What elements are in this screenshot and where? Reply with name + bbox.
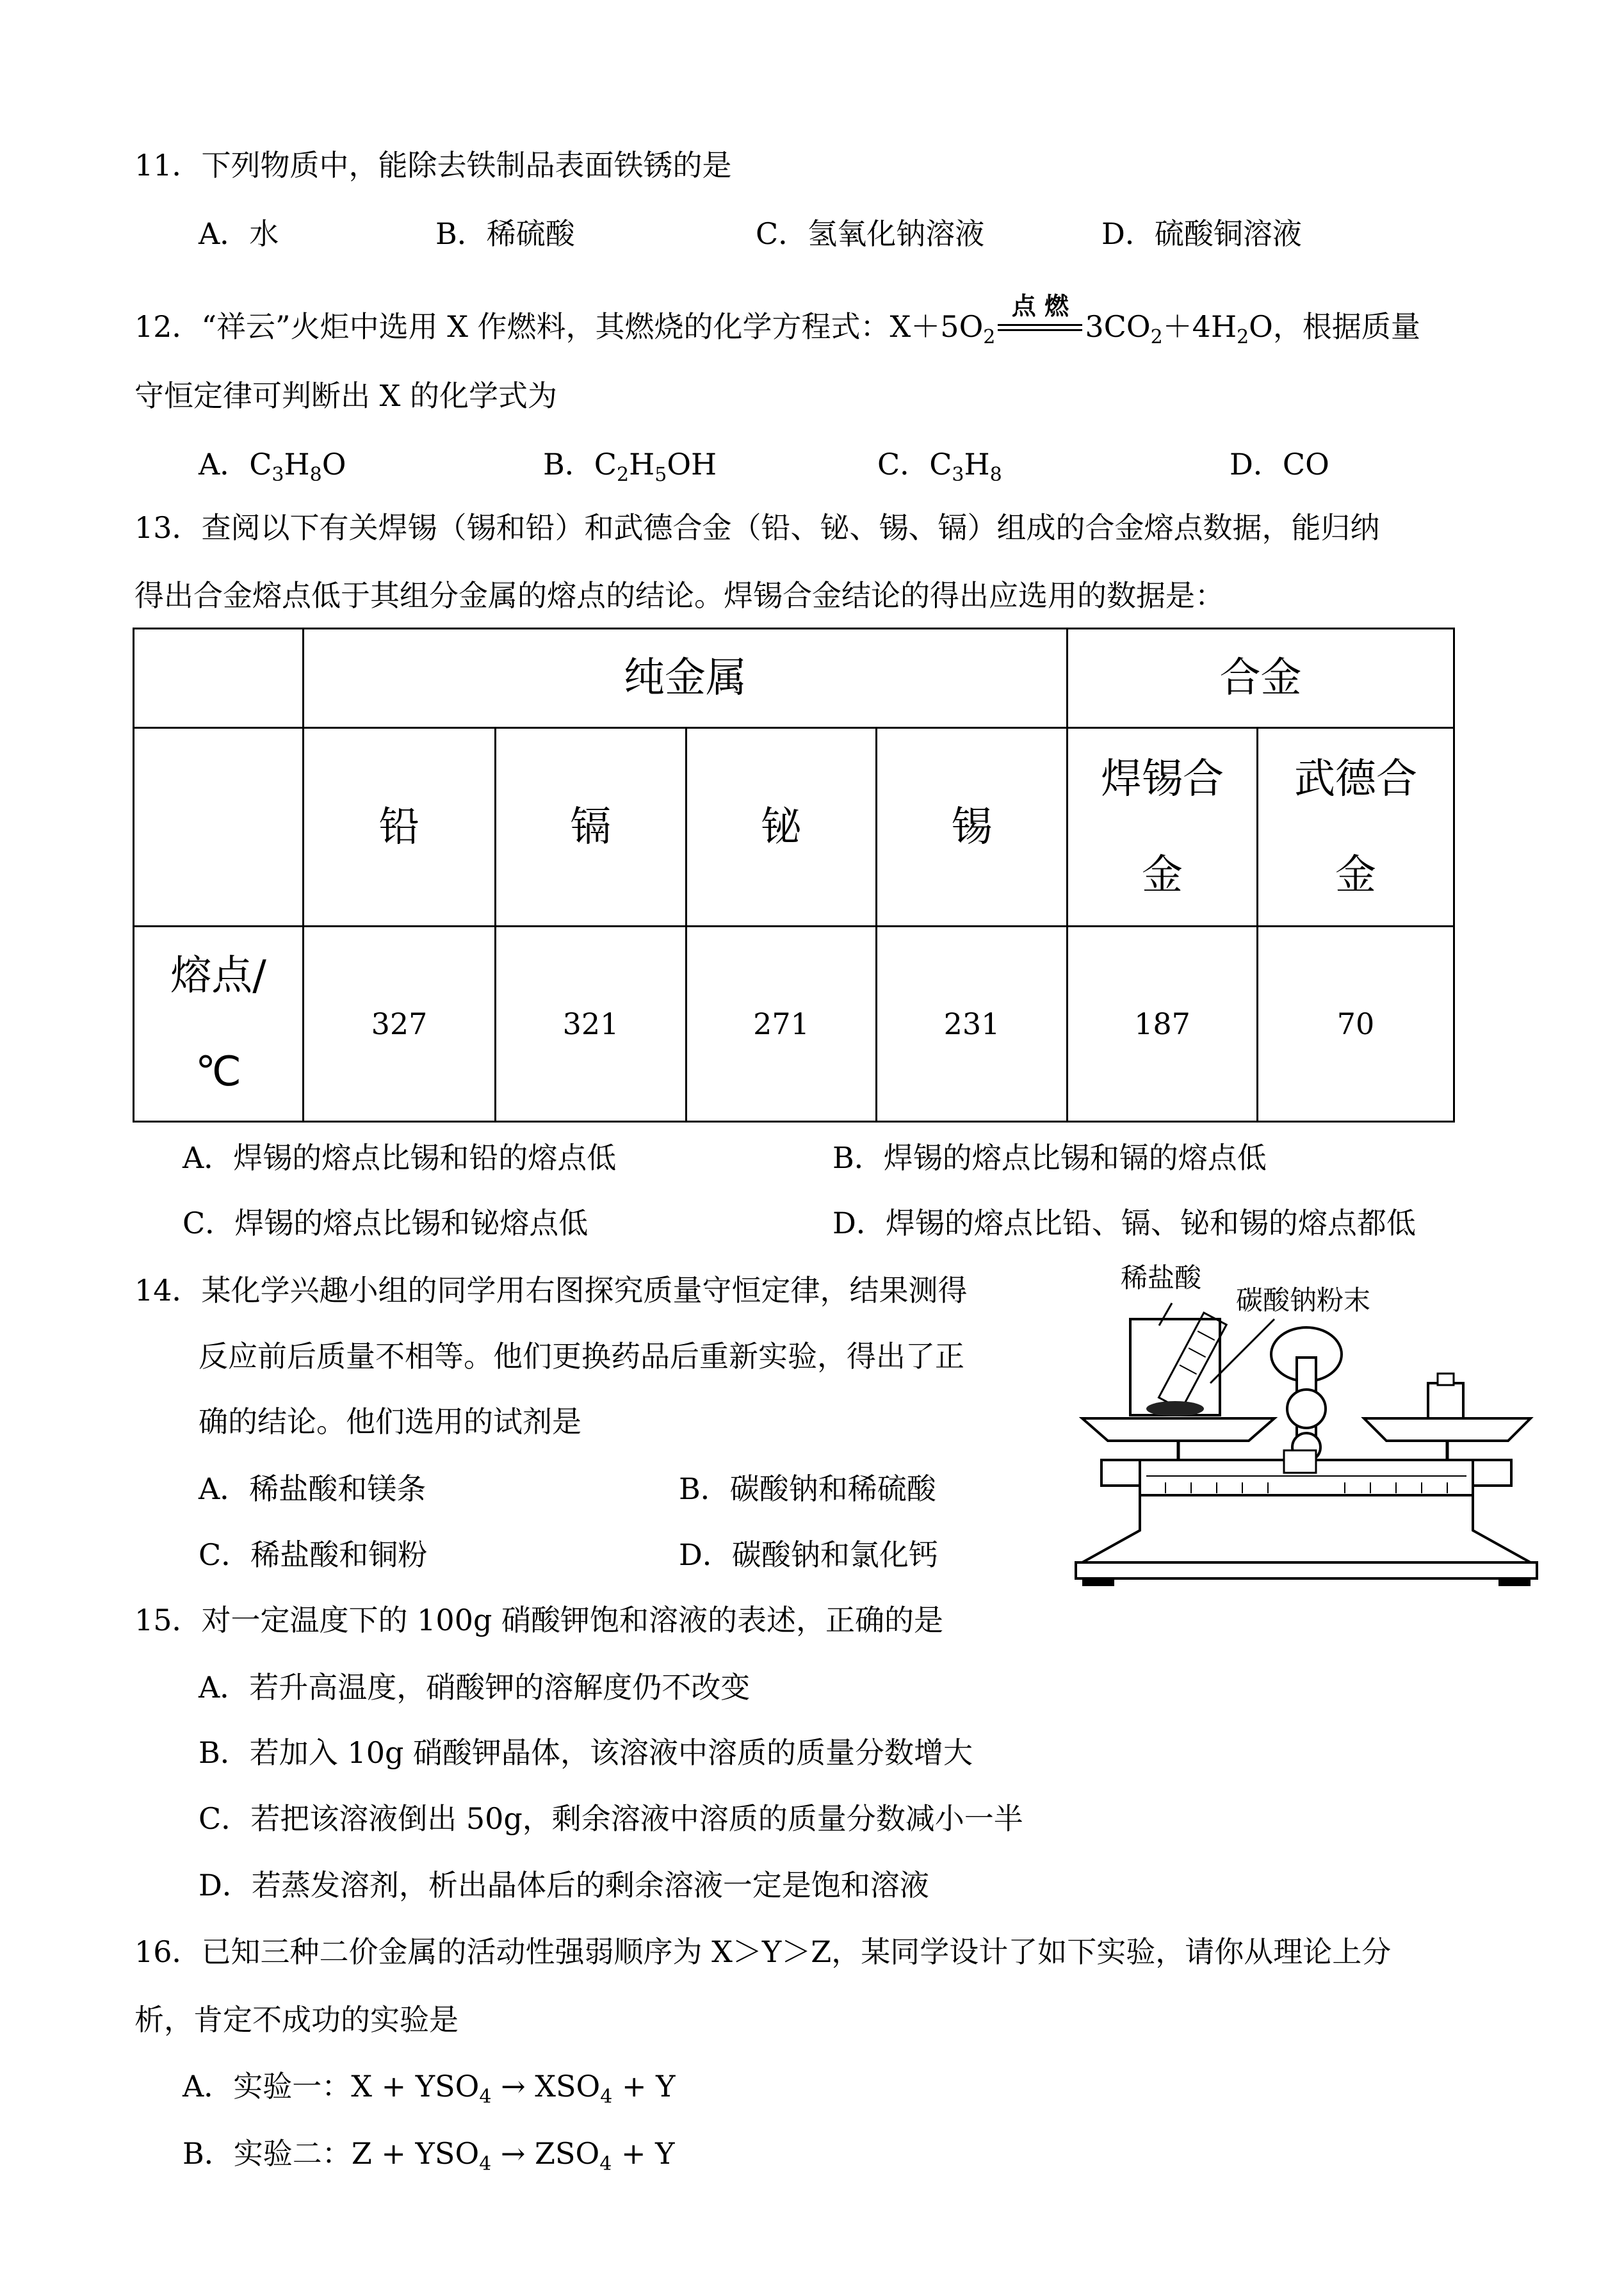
label-hydrochloric-acid: 稀盐酸 — [1121, 1262, 1202, 1293]
q12-stem-line1: 12．“祥云”火炬中选用 X 作燃料，其燃烧的化学方程式：$X+5O_2$ 点 燃 $3CO_2+4H_2O$，根据质量 — [134, 292, 1420, 348]
rider — [1284, 1450, 1316, 1473]
q12-stem-line2: 守恒定律可判断出 X 的化学式为 — [134, 378, 557, 413]
q12-option-d: D．CO — [1230, 447, 1329, 482]
powder — [1146, 1401, 1204, 1416]
q13-stem-line2: 得出合金熔点低于其组分金属的熔点的结论。焊锡合金结论的得出应选用的数据是： — [134, 578, 1224, 613]
value-wood-alloy: 70 — [1258, 927, 1454, 1122]
col-cadmium: 镉 — [496, 728, 686, 927]
q11-option-c: C．氢氧化钠溶液 — [756, 216, 985, 251]
col-wood-alloy: 武德合金 — [1258, 728, 1454, 927]
q15-option-a: A．若升高温度，硝酸钾的溶解度仍不改变 — [199, 1670, 751, 1705]
q11-option-b: B．稀硫酸 — [435, 216, 575, 251]
header-alloys: 合金 — [1068, 629, 1454, 728]
value-tin: 231 — [877, 927, 1068, 1122]
q14-stem-line1: 14．某化学兴趣小组的同学用右图探究质量守恒定律，结果测得 — [134, 1273, 968, 1308]
value-cadmium: 321 — [496, 927, 686, 1122]
q14-option-a: A．稀盐酸和镁条 — [199, 1472, 426, 1506]
q11-stem: 11．下列物质中，能除去铁制品表面铁锈的是 — [134, 148, 732, 182]
q15-option-b: B．若加入 10g 硝酸钾晶体，该溶液中溶质的质量分数增大 — [199, 1735, 973, 1770]
q13-stem-line1: 13．查阅以下有关焊锡（锡和铅）和武德合金（铅、铋、锡、镉）组成的合金熔点数据，能归纳 — [134, 510, 1380, 545]
q13-option-a: A．焊锡的熔点比锡和铅的熔点低 — [183, 1140, 617, 1175]
col-solder-alloy: 焊锡合金 — [1068, 728, 1258, 927]
q15-option-d: D．若蒸发溶剂，析出晶体后的剩余溶液一定是饱和溶液 — [199, 1868, 929, 1902]
balance-figure — [1063, 1255, 1550, 1588]
left-knob — [1101, 1460, 1140, 1486]
value-solder-alloy: 187 — [1068, 927, 1258, 1122]
q14-stem-line3: 确的结论。他们选用的试剂是 — [199, 1404, 581, 1439]
q12-option-a: A．$C_3H_8O$ — [199, 447, 346, 486]
table-blank-cell — [134, 728, 304, 927]
q14-option-c: C．稀盐酸和铜粉 — [199, 1537, 428, 1572]
q12-stem-part2: 3CO — [1085, 309, 1151, 344]
weight — [1428, 1383, 1463, 1418]
reaction-condition: 点 燃 — [995, 307, 1085, 346]
header-pure-metals: 纯金属 — [304, 629, 1068, 728]
q15-stem: 15．对一定温度下的 100g 硝酸钾饱和溶液的表述，正确的是 — [134, 1603, 944, 1637]
q13-option-c: C．焊锡的熔点比锡和铋熔点低 — [183, 1206, 589, 1240]
q11-option-d: D．硫酸铜溶液 — [1101, 216, 1302, 251]
right-knob — [1473, 1460, 1511, 1486]
melting-point-table — [133, 628, 1455, 1123]
q16-stem-line1: 16．已知三种二价金属的活动性强弱顺序为 X＞Y＞Z，某同学设计了如下实验，请你从理论上分 — [134, 1934, 1392, 1969]
col-lead: 铅 — [304, 728, 496, 927]
value-bismuth: 271 — [686, 927, 877, 1122]
q13-option-b: B．焊锡的熔点比锡和镉的熔点低 — [832, 1140, 1267, 1175]
q12-stem-part4: O，根据质量 — [1249, 309, 1420, 344]
q13-option-d: D．焊锡的熔点比铅、镉、铋和锡的熔点都低 — [832, 1206, 1416, 1240]
q12-stem-part1: 12．“祥云”火炬中选用 X 作燃料，其燃烧的化学方程式：X＋5O — [134, 309, 984, 344]
col-bismuth: 铋 — [686, 728, 877, 927]
q16-option-b: B．实验二：$Z + YSO_4 \to ZSO_4 + Y$ — [183, 2136, 675, 2175]
right-pan — [1364, 1418, 1531, 1441]
q16-stem-line2: 析，肯定不成功的实验是 — [134, 2002, 459, 2037]
value-lead: 327 — [304, 927, 496, 1122]
q14-option-b: B．碳酸钠和稀硫酸 — [679, 1472, 936, 1506]
q12-option-c: C．$C_3H_8$ — [877, 447, 1002, 486]
label-sodium-carbonate-powder: 碳酸钠粉末 — [1236, 1285, 1371, 1316]
q15-option-c: C．若把该溶液倒出 50g，剩余溶液中溶质的质量分数减小一半 — [199, 1801, 1023, 1836]
q16-option-a: A．实验一：$X + YSO_4 \to XSO_4 + Y$ — [183, 2069, 676, 2108]
q11-option-a: A．水 — [199, 216, 279, 251]
row-label-melting-point: 熔点/℃ — [134, 927, 304, 1122]
col-tin: 锡 — [877, 728, 1068, 927]
base — [1082, 1495, 1531, 1562]
q12-stem-part3: ＋4H — [1162, 309, 1237, 344]
q14-stem-line2: 反应前后质量不相等。他们更换药品后重新实验，得出了正 — [199, 1339, 964, 1374]
q14-option-d: D．碳酸钠和氯化钙 — [679, 1537, 938, 1572]
left-pan — [1082, 1418, 1274, 1441]
q12-option-b: B．$C_2H_5OH$ — [543, 447, 717, 486]
test-tube — [1158, 1313, 1226, 1409]
table-corner — [134, 629, 304, 728]
